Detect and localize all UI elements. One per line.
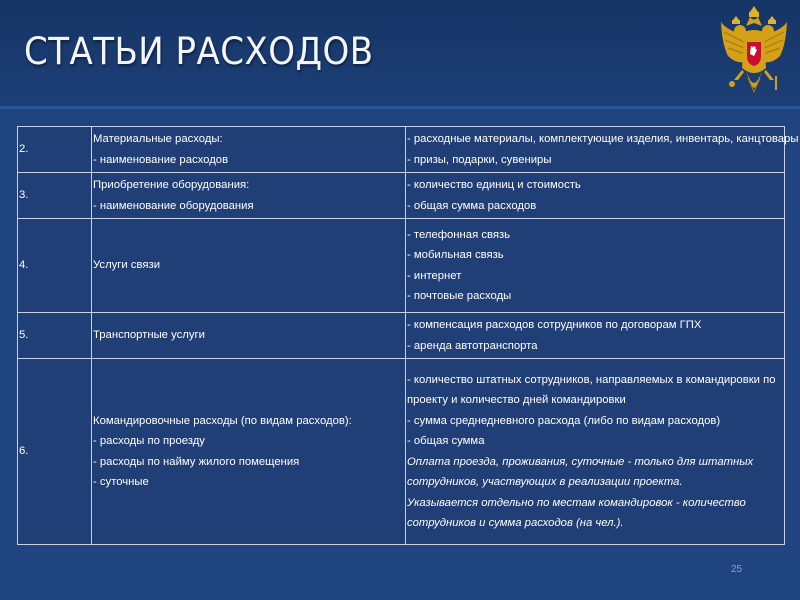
note-text: Указывается отдельно по местам командировок - количество сотрудников и сумма расходов (на чел.). (407, 496, 746, 529)
row-number: 5. (18, 313, 92, 359)
expense-details: - количество единиц и стоимость - общая сумма расходов (406, 173, 785, 219)
expense-table (17, 126, 799, 545)
row-number: 6. (18, 359, 92, 545)
expense-details: - телефонная связь - мобильная связь - интернет - почтовые расходы (406, 219, 785, 313)
row-number: 2. (18, 127, 92, 173)
expense-details: - компенсация расходов сотрудников по договорам ГПХ - аренда автотранспорта (406, 313, 785, 359)
slide-title: СТАТЬИ РАСХОДОВ (24, 30, 374, 73)
expense-item: Транспортные услуги (92, 313, 406, 359)
expense-details: - количество штатных сотрудников, направляемых в командировки по проекту и количество дней командировки - сумма среднедневного расхода (либо по видам расходов) - общая сумма Оплата проезда, проживания, суточные - только для штатных сотрудников, участвующих в реализации проекта. Указывается отдельно по местам командировок - количество сотрудников и сумма расходов (на чел.). (406, 359, 785, 545)
table-row (18, 219, 785, 313)
expense-item: Приобретение оборудования: - наименование оборудования (92, 173, 406, 219)
note-text: Оплата проезда, проживания, суточные - только для штатных сотрудников, участвующих в реализации проекта. (407, 455, 754, 488)
table-row (18, 313, 785, 359)
header-divider (0, 106, 800, 109)
expense-details: - расходные материалы, комплектующие изделия, инвентарь, канцтовары - призы, подарки, сувениры (406, 127, 785, 173)
row-number: 4. (18, 219, 92, 313)
table-row (18, 173, 785, 219)
expense-item: Материальные расходы: - наименование расходов (92, 127, 406, 173)
expense-item: Услуги связи (92, 219, 406, 313)
table-row (18, 127, 785, 173)
table-row (18, 359, 785, 545)
row-number: 3. (18, 173, 92, 219)
expense-item: Командировочные расходы (по видам расходов): - расходы по проезду - расходы по найму жилого помещения - суточные (92, 359, 406, 545)
page-number: 25 (731, 564, 743, 575)
russian-coat-of-arms-icon (718, 4, 790, 104)
